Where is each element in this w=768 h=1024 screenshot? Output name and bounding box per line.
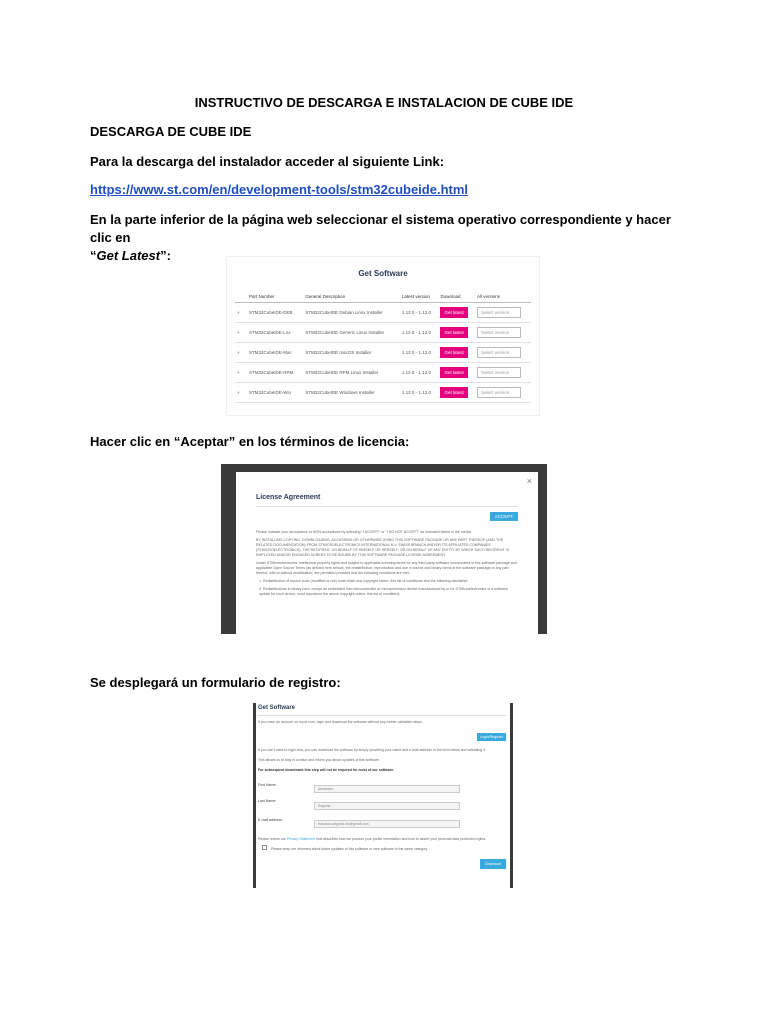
divider [258,715,506,716]
download-cell [438,323,474,343]
get-latest-button[interactable]: Get latest [440,327,467,338]
table-row [235,303,531,323]
registration-screenshot [253,703,513,888]
header-spacer [235,291,247,303]
get-latest-button[interactable]: Get latest [440,387,467,398]
privacy-statement-link[interactable]: Privacy Statement [286,837,316,841]
divider [256,506,518,507]
description: STM32CubeIDE Debian Linux Installer [303,303,400,323]
section-heading: DESCARGA DE CUBE IDE [90,124,252,139]
privacy-text [258,837,486,841]
select-version-dropdown[interactable]: Select version [477,347,521,358]
expand-icon[interactable]: + [235,303,247,323]
get-latest-button[interactable]: Get latest [440,347,467,358]
description: STM32CubeIDE macOS Installer [303,343,400,363]
version-cell [475,303,531,323]
table-row [235,363,531,383]
part-number: STM32CubeIDE-RPM [247,363,303,383]
license-modal [236,472,538,634]
allows-text: This allows us to stay in contact and inform you about updates of this software. [258,758,380,762]
version: 1.12.0 - 1.12.0 [400,343,439,363]
expand-icon[interactable]: + [235,323,247,343]
get-latest-button[interactable]: Get latest [440,367,467,378]
version: 1.12.0 - 1.12.0 [400,363,439,383]
license-list-item: 2. Redistributions in binary form, except as embedded into microcontroller or microprocessor device manufactured by or for STMicroelectronics or a software update for such device, must reproduce the above copyright notice, this list of conditions [259,587,508,596]
last-name-input[interactable]: Segovia [314,802,460,810]
table-row [235,383,531,403]
registration-form [256,703,510,888]
license-list-item: 1. Redistribution of source code (modified or not) must retain any copyright notice, this list of conditions and the following disclaimer. [259,579,469,583]
select-version-dropdown[interactable]: Select version [477,327,521,338]
table-header-row [235,291,531,303]
intro-text: If you have an account on my.st.com, login and download the software without any further validation steps. [258,720,423,724]
get-software-screenshot [226,256,540,416]
first-name-input[interactable]: Alexander [314,785,460,793]
part-number: STM32CubeIDE-Mac [247,343,303,363]
paragraph-link-intro: Para la descarga del instalador acceder al siguiente Link: [90,154,445,169]
expand-icon[interactable]: + [235,363,247,383]
header-latest-version[interactable]: Latest version [400,291,439,303]
description: STM32CubeIDE RPM Linux Installer [303,363,400,383]
login-register-button[interactable]: Login/Register [477,733,506,741]
select-version-dropdown[interactable]: Select version [477,307,521,318]
header-download: Download [438,291,474,303]
version: 1.12.0 - 1.12.0 [400,383,439,403]
close-icon[interactable]: × [526,476,532,486]
privacy-post: that describes how we process your profile information and how to assert your personal data protection rights. [316,837,487,841]
download-cell [438,383,474,403]
doc-title: INSTRUCTIVO DE DESCARGA E INSTALACION DE CUBE IDE [194,95,574,110]
paragraph-license: Hacer clic en “Aceptar” en los términos de licencia: [90,434,410,449]
get-latest-emphasis: Get Latest [96,248,161,263]
header-all-versions[interactable]: All versions [475,291,531,303]
software-table [235,291,531,403]
download-cell [438,343,474,363]
expand-icon[interactable]: + [235,343,247,363]
last-name-label: Last Name: [258,799,277,803]
license-title: License Agreement [256,494,321,501]
paragraph-registration: Se desplegará un formulario de registro: [90,675,341,690]
download-cell [438,303,474,323]
license-paragraph: BY INSTALLING COPYING, DOWNLOADING, ACCESSING OR OTHERWISE USING THIS SOFTWARE PACKAGE OR ANY PART THEREOF (AND THE RELATED DOCUMENTATION) FROM STMICROELECTRONICS INTERNATIONAL N.V, SWISS BRANCH AND/OR ITS AFFILIATED COMPANIES (STMICROELECTRONICS), THE RECIPIENT, ON BEHALF OF HIMSELF OR HERSELF, OR ON BEHALF OF ANY ENTITY BY WHICH SUCH RECIPIENT IS EMPLOYED AND/OR ENGAGED AGREES TO BE BOUND BY THIS SOFTWARE PACKAGE LICENSE AGREEMENT. [256,538,510,557]
quote-close: ”: [160,248,171,263]
subsequent-text: For subsequent downloads this step will not be required for most of our software. [258,768,395,772]
license-paragraph: Please indicate your acceptance or NON-acceptance by selecting "I ACCEPT" or "I DO NOT ACCEPT" as indicated below in the media. [256,530,472,534]
version: 1.12.0 - 1.12.0 [400,323,439,343]
version: 1.12.0 - 1.12.0 [400,303,439,323]
header-description[interactable]: General Description [303,291,400,303]
instructions-text: En la parte inferior de la página web seleccionar el sistema operativo correspondiente y hacer clic en [90,212,671,245]
license-text [256,530,518,600]
table-row [235,343,531,363]
registration-title: Get Software [258,705,296,711]
part-number: STM32CubeIDE-Win [247,383,303,403]
updates-checkbox[interactable] [262,845,267,850]
get-software-title: Get Software [358,269,408,278]
guest-text: If you don't want to login now, you can download the software by simply providing your name and e-mail address in the form below and validating it. [258,748,486,752]
updates-checkbox-label: Please keep me informed about future updates of this software or new software in the same category. [270,847,429,851]
download-cell [438,363,474,383]
download-link[interactable]: https://www.st.com/en/development-tools/stm32cubeide.html [90,182,469,197]
select-version-dropdown[interactable]: Select version [477,367,521,378]
license-paragraph: Under STMicroelectronics' intellectual property rights and subject to applicable licensing terms for any third-party software incorporated in this software package and applicable Open Source Terms (as defined here below), the redistribution, reproduction and use in source and binary forms of the software package or any part thereof, with or without modification, are permitted provided that the following conditions are met: [256,561,517,575]
privacy-pre: Please review our [258,837,286,841]
select-version-dropdown[interactable]: Select version [477,387,521,398]
email-label: E-mail address: [258,818,283,822]
version-cell [475,383,531,403]
quote-open: “ [90,248,97,263]
updates-checkbox-row [262,845,428,851]
version-cell [475,323,531,343]
download-button[interactable]: Download [480,859,506,869]
version-cell [475,343,531,363]
part-number: STM32CubeIDE-DEB [247,303,303,323]
description: STM32CubeIDE Generic Linux Installer [303,323,400,343]
email-input[interactable]: francisco.segovia.tds@gmail.com [314,820,460,828]
first-name-label: First Name: [258,783,277,787]
expand-icon[interactable]: + [235,383,247,403]
get-latest-button[interactable]: Get latest [440,307,467,318]
table-row [235,323,531,343]
description: STM32CubeIDE Windows Installer [303,383,400,403]
accept-button[interactable]: ACCEPT [490,512,518,521]
header-part-number[interactable]: Part Number [247,291,303,303]
license-screenshot [221,464,547,634]
part-number: STM32CubeIDE-Lnx [247,323,303,343]
version-cell [475,363,531,383]
